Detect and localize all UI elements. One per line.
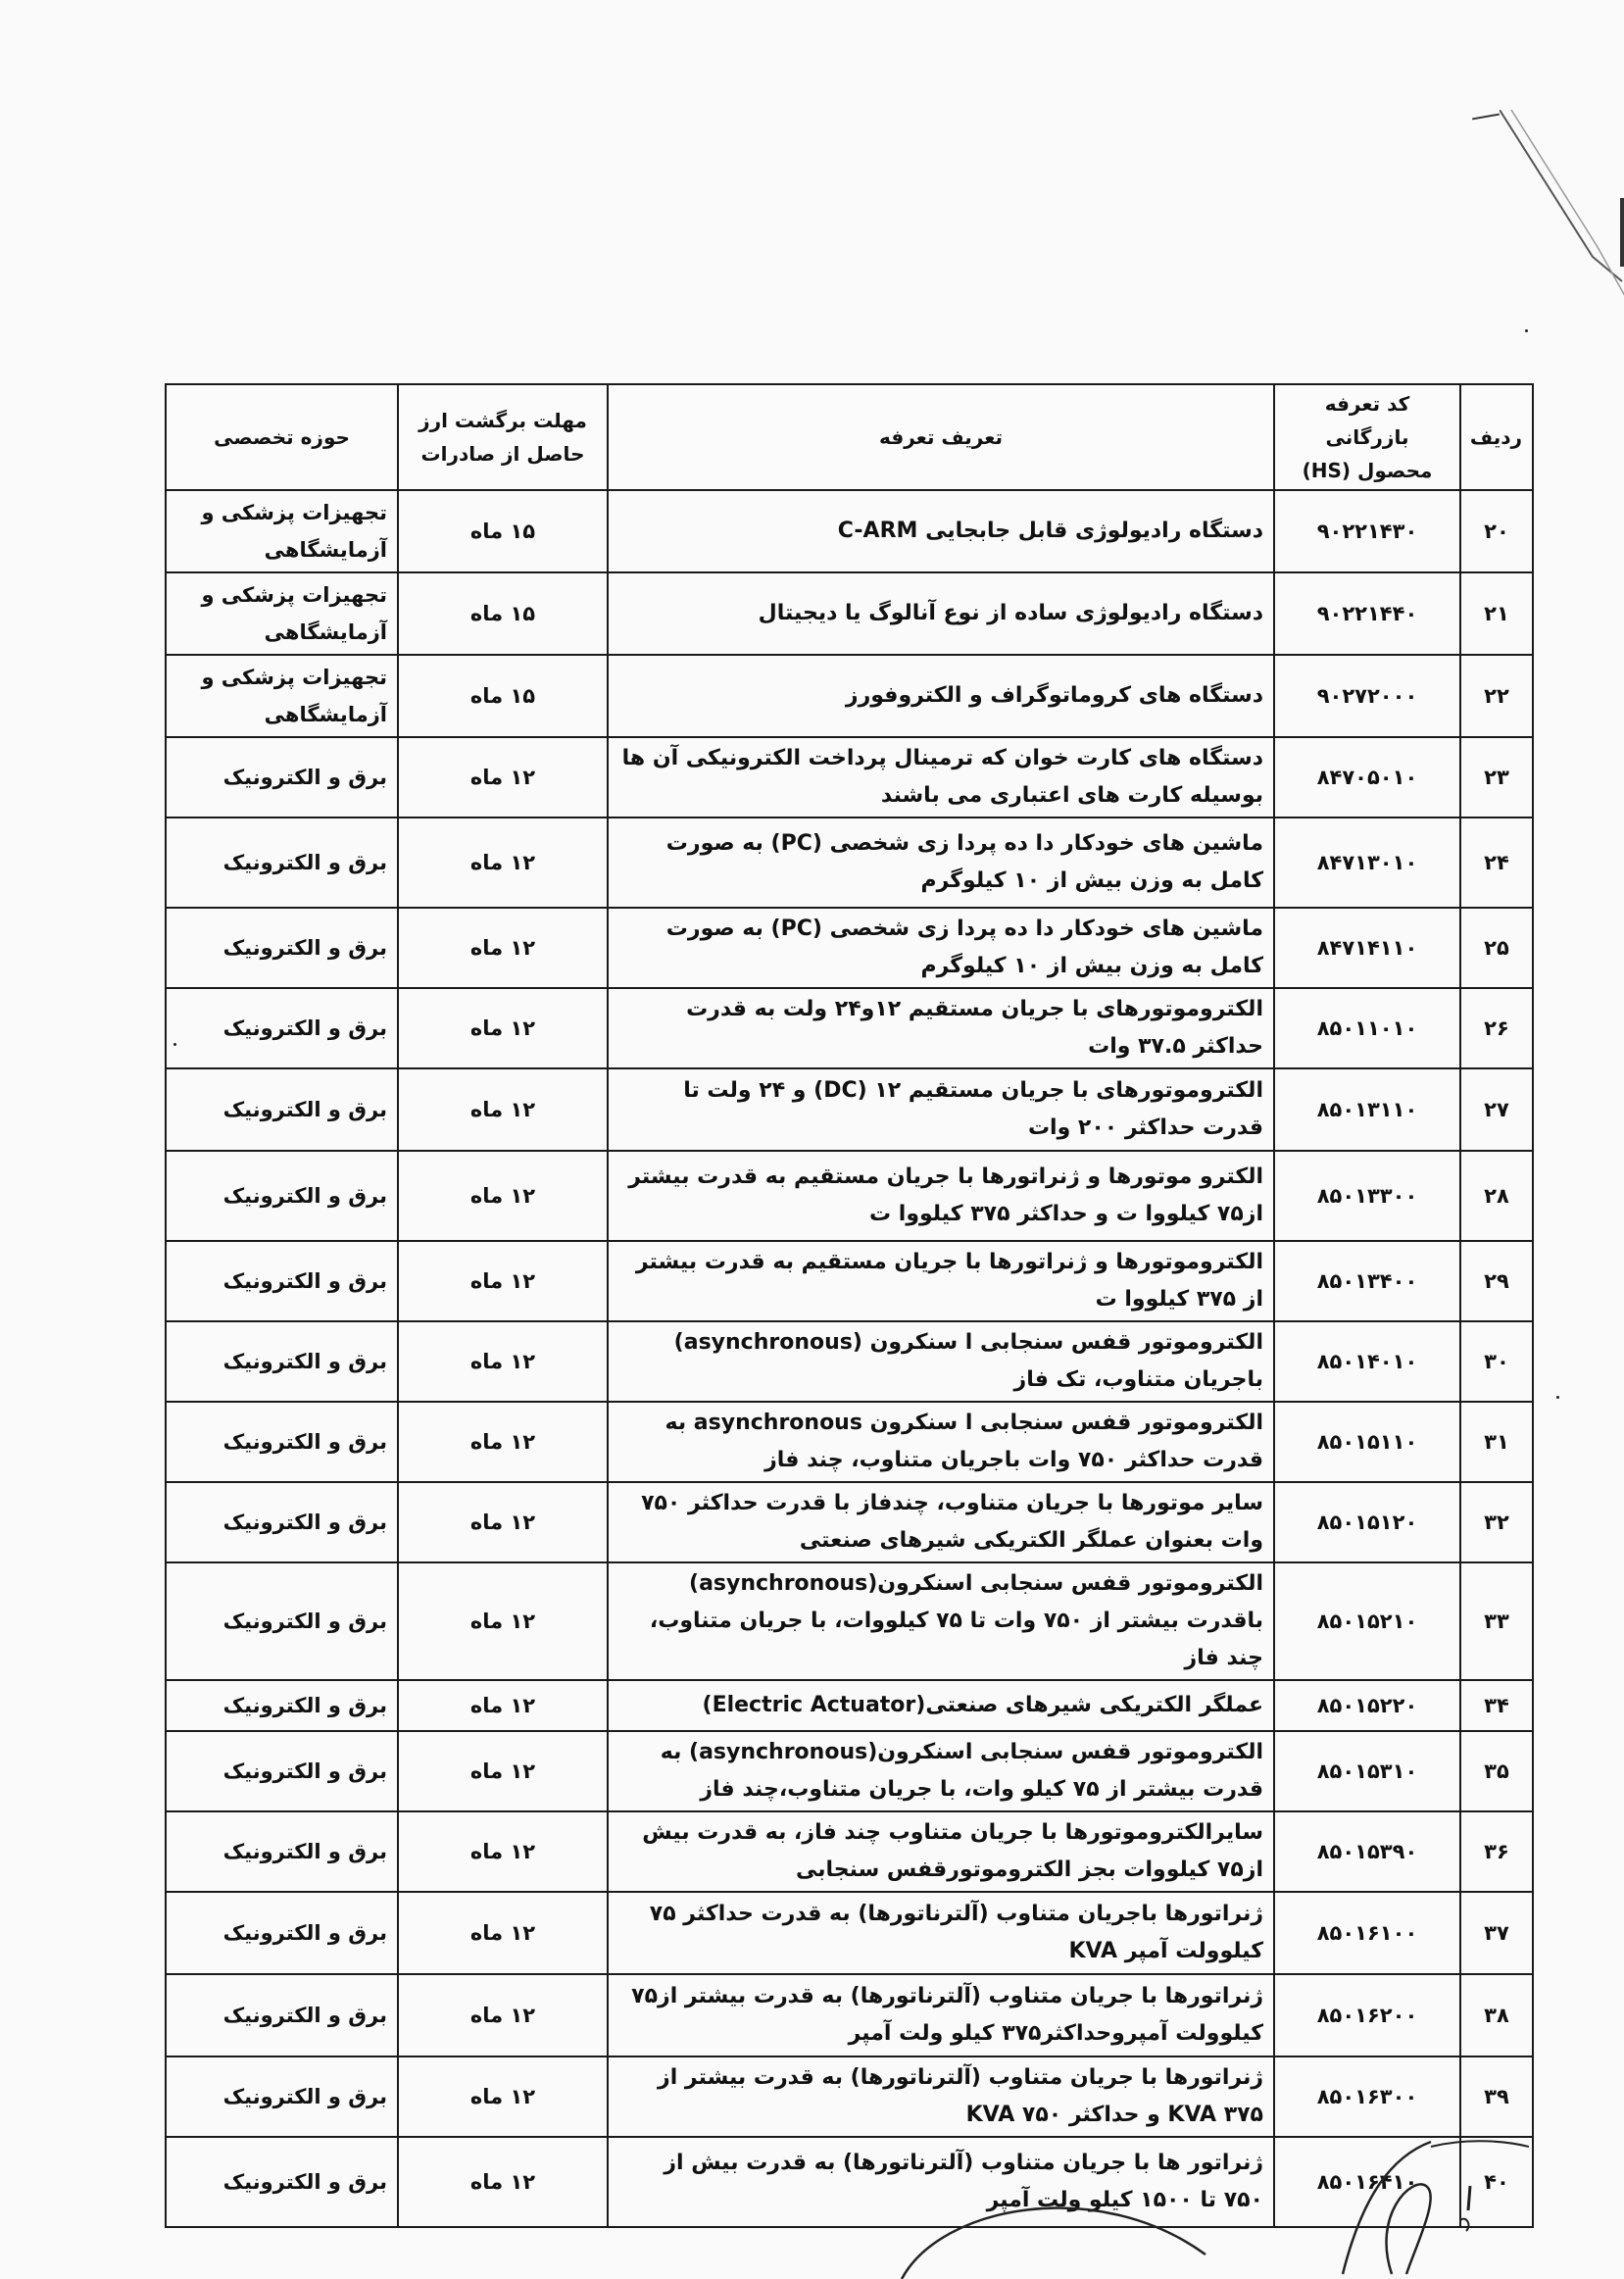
hs-code: ۸۵۰۱۵۲۱۰ <box>1274 1562 1460 1680</box>
hs-code: ۸۵۰۱۳۳۰۰ <box>1274 1151 1460 1241</box>
row-number: ۳۴ <box>1460 1680 1533 1731</box>
header-description: تعریف تعرفه <box>608 384 1274 490</box>
row-number: ۲۳ <box>1460 737 1533 817</box>
return-term: ۱۲ ماه <box>398 1151 608 1241</box>
table-row <box>166 1811 1533 1892</box>
tariff-description: الکتروموتور قفس سنجابی اسنکرون(asynchronous) باقدرت بیشتر از ۷۵۰ وات تا ۷۵ کیلووات، با جریان متناوب، چند فاز <box>608 1562 1274 1680</box>
row-number: ۲۹ <box>1460 1241 1533 1321</box>
row-number: ۲۸ <box>1460 1151 1533 1241</box>
tariff-description: ماشین های خودکار دا ده پردا زی شخصی (PC) به صورت کامل به وزن بیش از ۱۰ کیلوگرم <box>608 908 1274 988</box>
return-term: ۱۲ ماه <box>398 1974 608 2056</box>
tariff-description: دستگاه های کروماتوگراف و الکتروفورز <box>608 655 1274 737</box>
specialty-field: تجهیزات پزشکی و آزمایشگاهی <box>166 572 398 655</box>
specialty-field: برق و الکترونیک <box>166 737 398 817</box>
table-row <box>166 2056 1533 2137</box>
row-number: ۲۰ <box>1460 490 1533 572</box>
specialty-field: برق و الکترونیک <box>166 1321 398 1402</box>
table-row <box>166 655 1533 737</box>
table-row <box>166 1068 1533 1151</box>
row-number: ۲۵ <box>1460 908 1533 988</box>
hs-code: ۸۵۰۱۶۳۰۰ <box>1274 2056 1460 2137</box>
tariff-description: سایرالکتروموتورها با جریان متناوب چند فاز، به قدرت بیش از۷۵ کیلووات بجز الکتروموتورقفس سنجابی <box>608 1811 1274 1892</box>
specialty-field: برق و الکترونیک <box>166 1068 398 1151</box>
table-row <box>166 572 1533 655</box>
row-number: ۳۷ <box>1460 1892 1533 1974</box>
specialty-field: برق و الکترونیک <box>166 1562 398 1680</box>
table-row <box>166 1321 1533 1402</box>
row-number: ۲۲ <box>1460 655 1533 737</box>
hs-code: ۸۵۰۱۵۱۲۰ <box>1274 1482 1460 1562</box>
return-term: ۱۲ ماه <box>398 988 608 1068</box>
return-term: ۱۲ ماه <box>398 1892 608 1974</box>
tariff-description: الکترو موتورها و ژنراتورها با جریان مستقیم به قدرت بیشتر از۷۵ کیلووا ت و حداکثر ۳۷۵ کیلووا ت <box>608 1151 1274 1241</box>
hs-code: ۸۴۷۱۴۱۱۰ <box>1274 908 1460 988</box>
tariff-description: ژنراتور ها با جریان متناوب (آلترناتورها) به قدرت بیش از ۷۵۰ تا ۱۵۰۰ کیلو ولت آمپر <box>608 2137 1274 2227</box>
return-term: ۱۵ ماه <box>398 572 608 655</box>
specialty-field: برق و الکترونیک <box>166 2056 398 2137</box>
row-number: ۳۲ <box>1460 1482 1533 1562</box>
hs-code: ۸۵۰۱۵۳۹۰ <box>1274 1811 1460 1892</box>
tariff-description: ژنراتورها باجریان متناوب (آلترناتورها) به قدرت حداکثر ۷۵ کیلوولت آمپر KVA <box>608 1892 1274 1974</box>
hs-code: ۸۵۰۱۵۲۲۰ <box>1274 1680 1460 1731</box>
table-row <box>166 1402 1533 1482</box>
table-header-row <box>166 384 1533 490</box>
scan-mark <box>1472 114 1500 121</box>
row-number: ۲۱ <box>1460 572 1533 655</box>
hs-code: ۸۵۰۱۳۱۱۰ <box>1274 1068 1460 1151</box>
table-row <box>166 1680 1533 1731</box>
specialty-field: برق و الکترونیک <box>166 1892 398 1974</box>
tariff-description: ماشین های خودکار دا ده پردا زی شخصی (PC) به صورت کامل به وزن بیش از ۱۰ کیلوگرم <box>608 817 1274 908</box>
specialty-field: برق و الکترونیک <box>166 1402 398 1482</box>
specialty-field: برق و الکترونیک <box>166 1151 398 1241</box>
tariff-description: الکتروموتور قفس سنجابی اسنکرون(asynchronous) به قدرت بیشتر از ۷۵ کیلو وات، با جریان متناوب،چند فاز <box>608 1731 1274 1811</box>
table-row <box>166 1892 1533 1974</box>
table-body <box>166 490 1533 2227</box>
hs-code: ۸۵۰۱۳۴۰۰ <box>1274 1241 1460 1321</box>
tariff-description: ژنراتورها با جریان متناوب (آلترناتورها) به قدرت بیشتر از۷۵ کیلوولت آمپروحداکثر۳۷۵ کیلو ولت آمپر <box>608 1974 1274 2056</box>
table-row <box>166 1151 1533 1241</box>
table-row <box>166 1562 1533 1680</box>
row-number: ۳۳ <box>1460 1562 1533 1680</box>
return-term: ۱۲ ماه <box>398 1680 608 1731</box>
table-row <box>166 1241 1533 1321</box>
hs-code: ۸۵۰۱۶۱۰۰ <box>1274 1892 1460 1974</box>
header-specialty-field: حوزه تخصصی <box>166 384 398 490</box>
specialty-field: برق و الکترونیک <box>166 1811 398 1892</box>
return-term: ۱۲ ماه <box>398 817 608 908</box>
row-number: ۳۰ <box>1460 1321 1533 1402</box>
hs-code: ۸۵۰۱۴۰۱۰ <box>1274 1321 1460 1402</box>
hs-code: ۸۵۰۱۱۰۱۰ <box>1274 988 1460 1068</box>
table-row <box>166 817 1533 908</box>
table-row <box>166 908 1533 988</box>
specialty-field: برق و الکترونیک <box>166 817 398 908</box>
return-term: ۱۵ ماه <box>398 490 608 572</box>
row-number: ۳۶ <box>1460 1811 1533 1892</box>
return-term: ۱۲ ماه <box>398 2137 608 2227</box>
row-number: ۴۰ <box>1460 2137 1533 2227</box>
tariff-description: الکتروموتورها و ژنراتورها با جریان مستقیم به قدرت بیشتر از ۳۷۵ کیلووا ت <box>608 1241 1274 1321</box>
hs-code: ۸۵۰۱۶۴۱۰ <box>1274 2137 1460 2227</box>
specialty-field: برق و الکترونیک <box>166 2137 398 2227</box>
scan-speck <box>1556 1396 1559 1399</box>
tariff-description: دستگاه رادیولوژی ساده از نوع آنالوگ یا دیجیتال <box>608 572 1274 655</box>
return-term: ۱۲ ماه <box>398 2056 608 2137</box>
row-number: ۲۴ <box>1460 817 1533 908</box>
specialty-field: برق و الکترونیک <box>166 1680 398 1731</box>
header-hs-code: کد تعرفه بازرگانی محصول (HS) <box>1274 384 1460 490</box>
return-term: ۱۲ ماه <box>398 1241 608 1321</box>
tariff-description: الکتروموتور قفس سنجابی ا سنکرون (asynchronous) باجریان متناوب، تک فاز <box>608 1321 1274 1402</box>
specialty-field: برق و الکترونیک <box>166 1241 398 1321</box>
specialty-field: برق و الکترونیک <box>166 1974 398 2056</box>
table-row <box>166 1482 1533 1562</box>
specialty-field: برق و الکترونیک <box>166 1731 398 1811</box>
tariff-description: دستگاه رادیولوژی قابل جابجایی C-ARM <box>608 490 1274 572</box>
hs-code: ۸۵۰۱۶۲۰۰ <box>1274 1974 1460 2056</box>
page-corner-fold <box>1500 110 1624 306</box>
tariff-description: ژنراتورها با جریان متناوب (آلترناتورها) به قدرت بیشتر از ۳۷۵ KVA و حداکثر ۷۵۰ KVA <box>608 2056 1274 2137</box>
row-number: ۳۹ <box>1460 2056 1533 2137</box>
tariff-description: الکتروموتورهای با جریان مستقیم ۱۲ (DC) و ۲۴ ولت تا قدرت حداکثر ۲۰۰ وات <box>608 1068 1274 1151</box>
table-row <box>166 988 1533 1068</box>
signature <box>882 2137 1529 2279</box>
row-number: ۳۱ <box>1460 1402 1533 1482</box>
return-term: ۱۲ ماه <box>398 908 608 988</box>
hs-code: ۸۴۷۱۳۰۱۰ <box>1274 817 1460 908</box>
return-term: ۱۲ ماه <box>398 1321 608 1402</box>
tariff-description: عملگر الکتریکی شیرهای صنعتی(Electric Actuator) <box>608 1680 1274 1731</box>
hs-code: ۹۰۲۷۲۰۰۰ <box>1274 655 1460 737</box>
return-term: ۱۲ ماه <box>398 1811 608 1892</box>
return-term: ۱۲ ماه <box>398 1402 608 1482</box>
row-number: ۲۶ <box>1460 988 1533 1068</box>
specialty-field: تجهیزات پزشکی و آزمایشگاهی <box>166 655 398 737</box>
table-row <box>166 490 1533 572</box>
hs-code: ۸۴۷۰۵۰۱۰ <box>1274 737 1460 817</box>
specialty-field: تجهیزات پزشکی و آزمایشگاهی <box>166 490 398 572</box>
hs-code: ۹۰۲۲۱۴۴۰ <box>1274 572 1460 655</box>
return-term: ۱۲ ماه <box>398 1482 608 1562</box>
table-row <box>166 1731 1533 1811</box>
specialty-field: برق و الکترونیک <box>166 988 398 1068</box>
specialty-field: برق و الکترونیک <box>166 908 398 988</box>
hs-code: ۸۵۰۱۵۳۱۰ <box>1274 1731 1460 1811</box>
return-term: ۱۲ ماه <box>398 1068 608 1151</box>
row-number: ۳۸ <box>1460 1974 1533 2056</box>
scan-speck <box>1525 329 1528 332</box>
specialty-field: برق و الکترونیک <box>166 1482 398 1562</box>
return-term: ۱۲ ماه <box>398 737 608 817</box>
row-number: ۲۷ <box>1460 1068 1533 1151</box>
header-return-term: مهلت برگشت ارز حاصل از صادرات <box>398 384 608 490</box>
tariff-description: الکتروموتورهای با جریان مستقیم ۱۲و۲۴ ولت به قدرت حداکثر ۳۷.۵ وات <box>608 988 1274 1068</box>
tariff-description: دستگاه های کارت خوان که ترمینال پرداخت الکترونیکی آن ها بوسیله کارت های اعتباری می باشند <box>608 737 1274 817</box>
header-row-number: ردیف <box>1460 384 1533 490</box>
table-row <box>166 737 1533 817</box>
tariff-description: سایر موتورها با جریان متناوب، چندفاز با قدرت حداکثر ۷۵۰ وات بعنوان عملگر الکتریکی شیرهای صنعتی <box>608 1482 1274 1562</box>
return-term: ۱۲ ماه <box>398 1562 608 1680</box>
tariff-description: الکتروموتور قفس سنجابی ا سنکرون asynchronous به قدرت حداکثر ۷۵۰ وات باجریان متناوب، چند فاز <box>608 1402 1274 1482</box>
return-term: ۱۲ ماه <box>398 1731 608 1811</box>
hs-code: ۹۰۲۲۱۴۳۰ <box>1274 490 1460 572</box>
tariff-table <box>165 383 1534 2228</box>
table-row <box>166 1974 1533 2056</box>
row-number: ۳۵ <box>1460 1731 1533 1811</box>
return-term: ۱۵ ماه <box>398 655 608 737</box>
hs-code: ۸۵۰۱۵۱۱۰ <box>1274 1402 1460 1482</box>
